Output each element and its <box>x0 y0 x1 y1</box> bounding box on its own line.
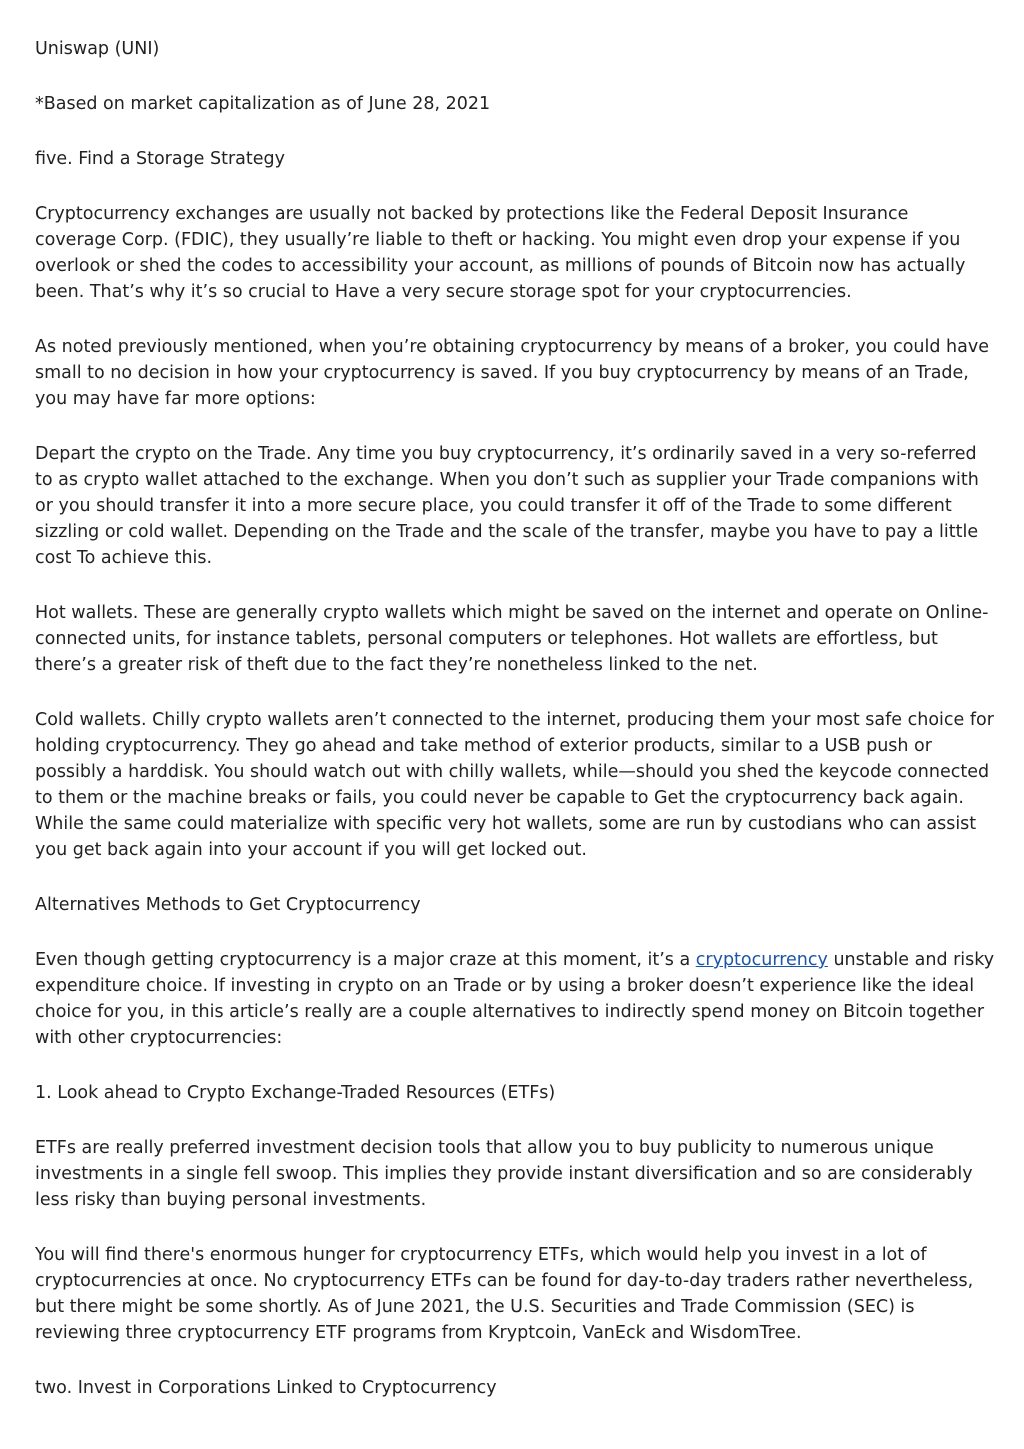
paragraph-uniswap: Uniswap (UNI) <box>35 39 160 59</box>
heading-storage-strategy: five. Find a Storage Strategy <box>35 149 285 169</box>
paragraph-broker-options: As noted previously mentioned, when you’re obtaining cryptocurrency by means of a broker, you could have small to no decision in how your cryptocurrency is saved. If you buy cryptocurrency by means of an Trade, you may have far more options: <box>35 337 989 409</box>
heading-alternatives: Alternatives Methods to Get Cryptocurrency <box>35 895 421 915</box>
paragraph-hot-wallets: Hot wallets. These are generally crypto wallets which might be saved on the internet and operate on Online-connected units, for instance tablets, personal computers or telephones. Hot wallets are effortless, but there’s a greater risk of theft due to the fact they’re nonetheless linked to the net. <box>35 603 989 675</box>
paragraph-exchanges-risk: Cryptocurrency exchanges are usually not backed by protections like the Federal Deposit Insurance coverage Corp. (FDIC), they usually’re liable to theft or hacking. You might even drop your expense if you overlook or shed the codes to accessibility your account, as millions of pounds of Bitcoin now has actually been. That’s why it’s so crucial to Have a very secure storage spot for your cryptocurrencies. <box>35 204 966 302</box>
cryptocurrency-link[interactable]: cryptocurrency <box>695 950 828 970</box>
paragraph-leave-on-exchange: Depart the crypto on the Trade. Any time you buy cryptocurrency, it’s ordinarily saved in a very so-referred to as crypto wallet attached to the exchange. When you don’t such as supplier your Trade companions with or you should transfer it into a more secure place, you could transfer it off of the Trade to some different sizzling or cold wallet. Depending on the Trade and the scale of the transfer, maybe you have to pay a little cost To achieve this. <box>35 444 979 568</box>
alternatives-text-before: Even though getting cryptocurrency is a major craze at this moment, it’s a <box>35 950 696 970</box>
document-body <box>35 36 995 1430</box>
paragraph-cold-wallets: Cold wallets. Chilly crypto wallets aren’t connected to the internet, producing them your most safe choice for holding cryptocurrency. They go ahead and take method of exterior products, similar to a USB push or possibly a harddisk. You should watch out with chilly wallets, while—should you shed the keycode connected to them or the machine breaks or fails, you could never be capable to Get the cryptocurrency back again. While the same could materialize with specific very hot wallets, some are run by custodians who can assist you get back again into your account if you will get locked out. <box>35 710 994 860</box>
paragraph-alternatives-intro <box>35 947 995 1051</box>
paragraph-market-cap-note: *Based on market capitalization as of June 28, 2021 <box>35 94 491 114</box>
paragraph-etfs-explained: ETFs are really preferred investment decision tools that allow you to buy publicity to numerous unique investments in a single fell swoop. This implies they provide instant diversification and so are considerably less risky than buying personal investments. <box>35 1138 973 1210</box>
alternatives-text-after: unstable and risky expenditure choice. If investing in crypto on an Trade or by using a broker doesn’t experience like the ideal choice for you, in this article’s really are a couple alternatives to indirectly spend money on Bitcoin together with other cryptocurrencies: <box>35 950 995 1048</box>
paragraph-etf-demand: You will find there's enormous hunger for cryptocurrency ETFs, which would help you invest in a lot of cryptocurrencies at once. No cryptocurrency ETFs can be found for day-to-day traders rather nevertheless, but there might be some shortly. As of June 2021, the U.S. Securities and Trade Commission (SEC) is reviewing three cryptocurrency ETF programs from Kryptcoin, VanEck and WisdomTree. <box>35 1245 974 1343</box>
heading-invest-corporations: two. Invest in Corporations Linked to Cryptocurrency <box>35 1378 497 1398</box>
heading-crypto-etfs: 1. Look ahead to Crypto Exchange-Traded Resources (ETFs) <box>35 1083 556 1103</box>
